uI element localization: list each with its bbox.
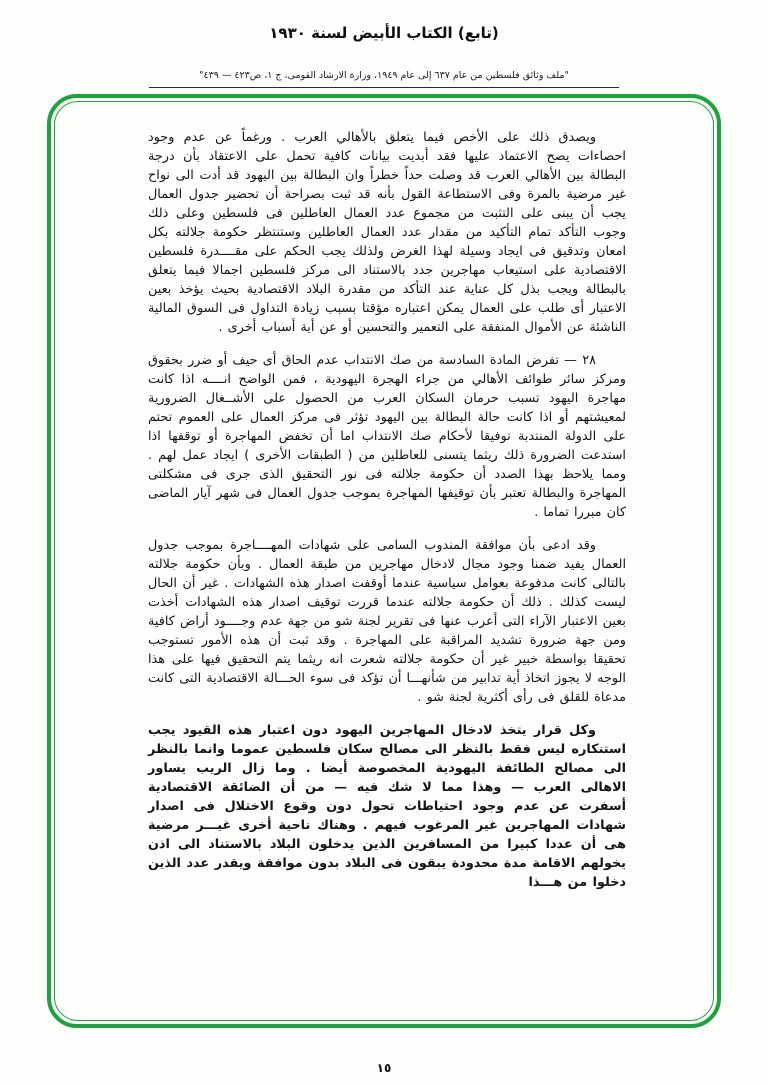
paragraph: ويصدق ذلك على الأخص فيما يتعلق بالأهالي العرب . ورغماً عن عدم وجود احصاءات يصح الاعتماد عليها فقد أبديت بيانات كافية تحمل على الاعتقاد بأن درجة البطالة بين الأهالي العرب قد وصلت حداً خطراً وان البطالة بين اليهود قد أدت الى نواح غير مرضية بالمرة وفى الاستطاعة القول بأنه قد ثبت بصراحة أن تحضير جدول العمال يجب أن يبنى على التثبت من مجموع عدد العمال العاطلين فى فلسطين وعلى ذلك وجوب التأكد تمام التأكيد من مقدار عدد العمال العاطلين وستنتظر حكومة جلالته بكل امعان وتدقيق فى ايجاد وسيلة لهذا الغرض ولذلك يجب الحكم على مقــــدرة فلسطين الاقتصادية على استيعاب مهاجرين جدد بالاستناد الى مركز فلسطين اجمالا فيما يتعلق بالبطالة ويجب بذل كل عناية عند التأكد من مقدرة البلاد الاقتصادية بحيث يؤخذ بعين الاعتبار أى طلب على العمال يمكن اعتباره مؤقتا بسبب زيادة التداول فى السوق المالية الناشئة عن الأموال المنفقة على التعمير والتحسين أو عن أية أسباب أخرى . bbox=[148, 130, 626, 335]
page-number: ١٥ bbox=[376, 1061, 392, 1075]
page-header bbox=[0, 24, 768, 88]
document-body bbox=[148, 128, 626, 906]
paragraph: وكل قرار يتخذ لادخال المهاجرين اليهود دون اعتبار هذه القيود يجب استنكاره ليس فقط بالنظر الى مصالح سكان فلسطين عموما وانما بالنظر الى مصالح الطائفة اليهودية المخصوصة أيضا . وما زال الريب يساور الاهالى العرب — وهذا مما لا شك فيه — من أن الضائقة الاقتصادية أسفرت عن عدم وجود احتياطات تحول دون وقوع الاختلال فى اصدار شهادات المهاجرين غير المرغوب فيهم . وهناك ناحية أخرى غيـــر مرضية هى أن عددا كبيرا من المسافرين الذين يدخلون البلاد بالاستناد الى اذن يخولهم الاقامة مدة محدودة يبقون فى البلاد بدون موافقة ويقدر عدد الذين دخلوا من هـــذا bbox=[148, 723, 626, 890]
paragraph: وقد ادعى بأن موافقة المندوب السامى على شهادات المهــــاجرة بموجب جدول العمال يفيد ضمنا وجود مجال لادخال مهاجرين من طبقة العمال . وبأن حكومة جلالته بالتالى كانت مدفوعة بعوامل سياسية عندما أوقفت اصدار هذه الشهادات . غير أن الحال ليست كذلك . ذلك أن حكومة جلالته عندما قررت توقيف اصدار هذه الشهادات أخذت بعين الاعتبار الآراء التى أعرب عنها فى تقرير لجنة شو من جهة عدم وجــــود أراض كافية ومن جهة ضرورة تشديد المراقبة على المهاجرة . وقد ثبت أن هذه الأمور تستوجب تحقيقا بواسطة خبير غير أن حكومة جلالته شعرت انه ريثما يتم التحقيق فيها على هذا الوجه لا يجوز اتخاذ أية تدابير من شأنهـــا أن تؤكد فى سوء الحـــالة الاقتصادية التى كانت مدعاة للقلق فى رأى أكثرية لجنة شو . bbox=[148, 538, 626, 705]
document-title: (تابع) الكتاب الأبيض لسنة ١٩٣٠ bbox=[269, 24, 499, 42]
document-source-line: "ملف وثائق فلسطين من عام ٦٣٧ إلى عام ١٩٤٩، وزارة الارشاد القومى، ج ١، ص٤٢٣ — ٤٣٩" bbox=[149, 70, 619, 88]
paragraph: ٢٨ — تفرض المادة السادسة من صك الانتداب عدم الحاق أى حيف أو ضرر بحقوق ومركز سائر طوائف الأهالي من جراء الهجرة اليهودية ، فمن الواضح انــــه اذا كانت مهاجرة اليهود تسبب حرمان السكان العرب من الحصول على الأشــغال الضرورية لمعيشتهم أو اذا كانت حالة البطالة بين اليهود تؤثر فى مركز العمال على العموم تحتم على الدولة المنتدبة توفيقا لأحكام صك الانتداب اما أن تخفض المهاجرة أو توقفها اذا استدعت الضرورة ذلك ريثما يتسنى للعاطلين من ( الطبقات الأخرى ) ايجاد عمل لهم . ومما يلاحظ بهذا الصدد أن حكومة جلالته فى نور التحقيق الذى جرى فى مشكلتى المهاجرة والبطالة تعتبر بأن توقيفها المهاجرة بموجب جدول العمال فى شهر آيار الماضى كان مبررا تماما . bbox=[148, 353, 626, 520]
